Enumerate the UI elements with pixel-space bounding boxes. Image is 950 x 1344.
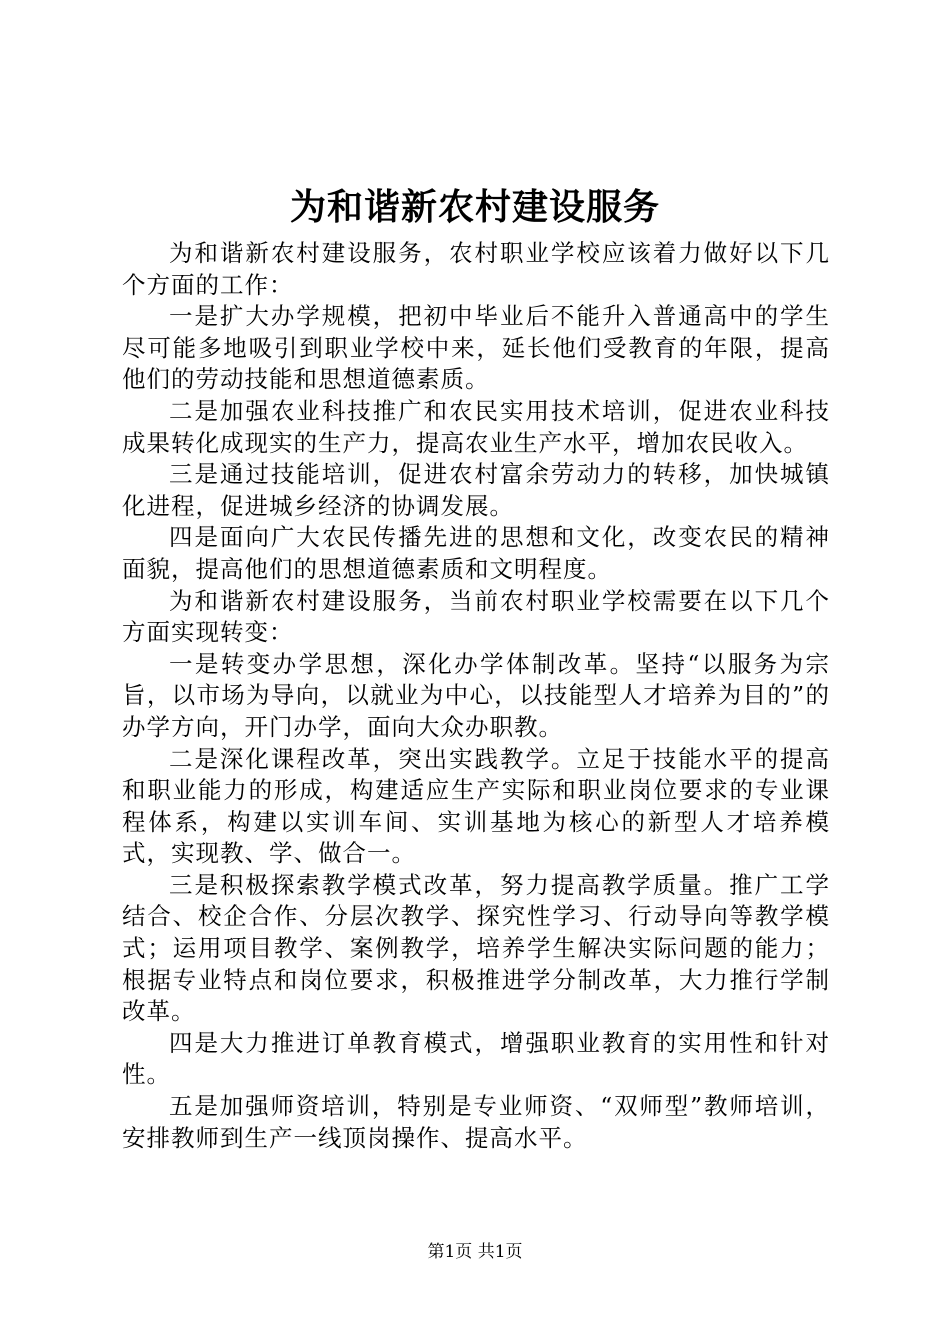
paragraph: 三是积极探索教学模式改革，努力提高教学质量。推广工学结合、校企合作、分层次教学、探究性学习、行动导向等教学模式；运用项目教学、案例教学，培养学生解决实际问题的能力；根据专业特点和岗位要求，积极推进学分制改革，大力推行学制改革。	[122, 870, 830, 1026]
page-number-footer: 第1页 共1页	[427, 1242, 523, 1262]
paragraph: 一是扩大办学规模，把初中毕业后不能升入普通高中的学生尽可能多地吸引到职业学校中来，延长他们受教育的年限，提高他们的劳动技能和思想道德素质。	[122, 302, 830, 394]
paragraph: 为和谐新农村建设服务，农村职业学校应该着力做好以下几个方面的工作：	[122, 239, 830, 299]
paragraph: 二是深化课程改革，突出实践教学。立足于技能水平的提高和职业能力的形成，构建适应生产实际和职业岗位要求的专业课程体系，构建以实训车间、实训基地为核心的新型人才培养模式，实现教、学、做合一。	[122, 744, 830, 868]
paragraph: 一是转变办学思想，深化办学体制改革。坚持“以服务为宗旨，以市场为导向，以就业为中心，以技能型人才培养为目的”的办学方向，开门办学，面向大众办职教。	[122, 649, 830, 741]
document-title: 为和谐新农村建设服务	[289, 186, 660, 228]
paragraph: 二是加强农业科技推广和农民实用技术培训，促进农业科技成果转化成现实的生产力，提高农业生产水平，增加农民收入。	[122, 396, 830, 457]
paragraph: 为和谐新农村建设服务，当前农村职业学校需要在以下几个方面实现转变：	[122, 586, 830, 647]
document-body	[122, 238, 830, 1154]
paragraph: 五是加强师资培训，特别是专业师资、“双师型”教师培训，安排教师到生产一线顶岗操作、提高水平。	[122, 1092, 830, 1152]
paragraph: 三是通过技能培训，促进农村富余劳动力的转移，加快城镇化进程，促进城乡经济的协调发展。	[122, 460, 830, 520]
paragraph: 四是大力推进订单教育模式，增强职业教育的实用性和针对性。	[122, 1028, 830, 1089]
paragraph: 四是面向广大农民传播先进的思想和文化，改变农民的精神面貌，提高他们的思想道德素质和文明程度。	[122, 523, 830, 583]
